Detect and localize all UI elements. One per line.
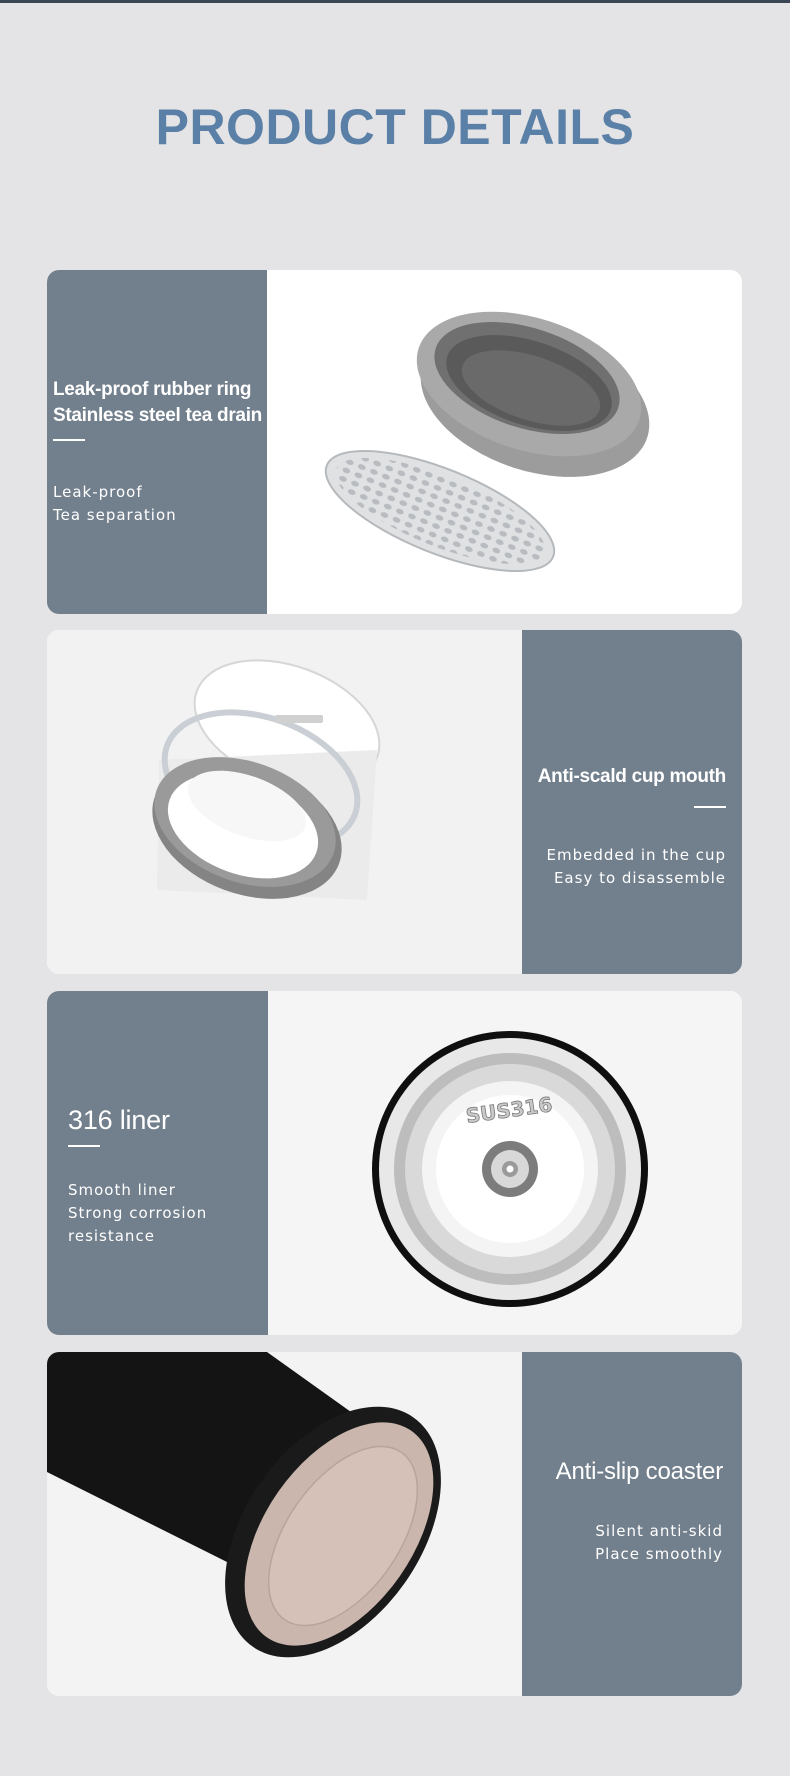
feature-text-panel xyxy=(522,630,742,974)
feature-description xyxy=(595,1520,723,1566)
title-underline xyxy=(53,439,85,441)
top-divider xyxy=(0,0,790,3)
feature-desc-line: Smooth liner xyxy=(68,1181,176,1199)
feature-title xyxy=(53,377,262,429)
feature-desc-line: Easy to disassemble xyxy=(553,869,726,887)
feature-desc-line: resistance xyxy=(68,1227,155,1245)
feature-title-line: Leak-proof rubber ring xyxy=(53,379,252,400)
page-title: PRODUCT DETAILS xyxy=(155,99,635,155)
liner-top-view-photo xyxy=(268,991,742,1335)
feature-text-panel xyxy=(522,1352,742,1696)
feature-title-line: Stainless steel tea drain xyxy=(53,405,262,426)
feature-desc-line: Strong corrosion xyxy=(68,1204,208,1222)
cup-mouth-icon xyxy=(133,637,397,924)
title-underline xyxy=(68,1145,100,1147)
feature-description xyxy=(68,1179,207,1248)
feature-description xyxy=(53,481,177,527)
feature-card-rubber-ring xyxy=(47,270,742,614)
feature-title: Anti-scald cup mouth xyxy=(537,766,726,787)
feature-title: 316 liner xyxy=(68,1105,170,1135)
rubber-ring-and-tea-drain-photo xyxy=(267,270,742,614)
engraving-text: SUS316 xyxy=(464,1092,554,1128)
feature-card-coaster xyxy=(47,1352,742,1696)
feature-text-panel xyxy=(47,991,268,1335)
title-underline xyxy=(694,806,726,808)
feature-description xyxy=(546,844,726,890)
feature-desc-line: Silent anti-skid xyxy=(595,1522,723,1540)
feature-card-cup-mouth xyxy=(47,630,742,974)
feature-desc-line: Embedded in the cup xyxy=(546,846,726,864)
feature-desc-line: Leak-proof xyxy=(53,483,143,501)
steel-liner-icon xyxy=(372,1031,648,1307)
feature-title: Anti-slip coaster xyxy=(555,1458,723,1485)
bottle-bottom-icon xyxy=(47,1352,485,1696)
coaster-photo xyxy=(47,1352,522,1696)
cup-mouth-photo xyxy=(47,630,522,974)
feature-desc-line: Tea separation xyxy=(53,506,177,524)
feature-text-panel xyxy=(47,270,267,614)
feature-card-liner xyxy=(47,991,742,1335)
feature-desc-line: Place smoothly xyxy=(595,1545,723,1563)
